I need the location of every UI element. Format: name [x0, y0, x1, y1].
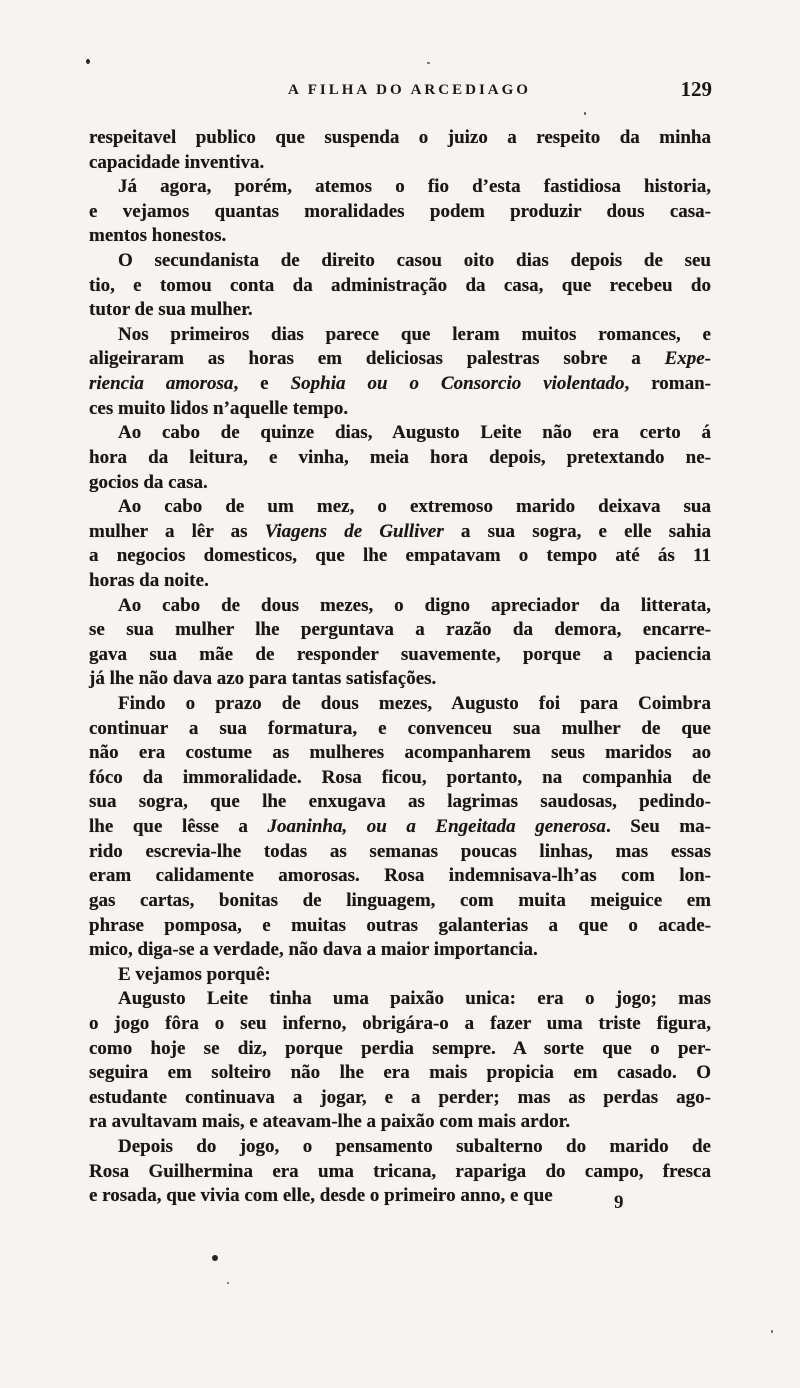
text-segment: Depois do jogo, o pensamento subalterno do marido de	[118, 1135, 711, 1157]
text-line	[89, 618, 711, 643]
text-line	[89, 717, 711, 742]
text-segment: tutor de sua mulher.	[89, 299, 253, 321]
text-segment: ces muito lidos n’aquelle tempo.	[89, 397, 349, 419]
ink-speck	[86, 59, 90, 64]
text-segment: gava sua mãe de responder suavemente, porque a paciencia	[89, 643, 711, 665]
signature-mark: 9	[614, 1192, 624, 1213]
text-line	[89, 914, 711, 939]
text-segment: não era costume as mulheres acompanharem seus maridos ao	[89, 742, 711, 764]
text-segment: já lhe não dava azo para tantas satisfações.	[89, 668, 437, 690]
text-segment: e vejamos quantas moralidades podem produzir dous casa-	[89, 200, 711, 222]
ink-speck	[212, 1255, 218, 1261]
text-line	[89, 249, 711, 274]
text-line	[89, 766, 711, 791]
text-segment: Nos primeiros dias parece que leram muitos romances, e	[118, 323, 711, 345]
text-line	[89, 569, 711, 594]
text-line	[89, 200, 711, 225]
book-title-italic: Viagens de Gulliver	[264, 520, 444, 542]
text-line	[89, 1135, 711, 1160]
text-line	[89, 840, 711, 865]
text-segment: aligeiraram as horas em deliciosas palestras sobre a	[89, 348, 665, 370]
text-line	[89, 323, 711, 348]
text-line	[89, 298, 711, 323]
text-segment: E vejamos porquê:	[118, 963, 271, 985]
text-segment: seguira em solteiro não lhe era mais propicia em casado. O	[89, 1062, 711, 1084]
text-segment: , roman-	[624, 373, 712, 395]
text-segment: capacidade inventiva.	[89, 151, 265, 173]
text-line	[89, 446, 711, 471]
text-segment: O secundanista de direito casou oito dias depois de seu	[118, 250, 711, 272]
running-head-title: A FILHA DO ARCEDIAGO	[288, 82, 531, 98]
text-line	[89, 963, 711, 988]
text-line	[89, 594, 711, 619]
text-segment: . Seu ma-	[605, 816, 712, 838]
text-segment: estudante continuava a jogar, e a perder; mas as perdas ago-	[89, 1086, 711, 1108]
text-segment: Ao cabo de dous mezes, o digno apreciador da litterata,	[118, 594, 711, 616]
text-segment: Ao cabo de quinze dias, Augusto Leite não era certo á	[118, 422, 711, 444]
book-title-italic: riencia amorosa	[89, 373, 234, 395]
text-line	[89, 544, 711, 569]
text-line	[89, 1110, 711, 1135]
text-line	[89, 274, 711, 299]
page-number: 129	[680, 77, 712, 101]
text-line	[89, 471, 711, 496]
text-segment: gocios da casa.	[89, 471, 208, 493]
text-segment: mulher a lêr as	[89, 520, 265, 542]
text-segment: gas cartas, bonitas de linguagem, com muita meiguice em	[89, 889, 711, 911]
text-segment: rido escrevia-lhe todas as semanas poucas linhas, mas essas	[89, 840, 711, 862]
text-line	[89, 520, 711, 545]
text-column	[89, 126, 711, 1209]
text-segment: como hoje se diz, porque perdia sempre. A sorte que o per-	[89, 1037, 711, 1059]
text-segment: ra avultavam mais, e ateavam-lhe a paixão com mais ardor.	[89, 1111, 571, 1133]
text-line	[89, 224, 711, 249]
text-line	[89, 1160, 711, 1185]
text-segment: a negocios domesticos, que lhe empatavam o tempo até ás 11	[89, 545, 711, 567]
text-segment: Findo o prazo de dous mezes, Augusto foi para Coimbra	[118, 693, 711, 715]
text-segment: hora da leitura, e vinha, meia hora depois, pretextando ne-	[89, 446, 711, 468]
text-segment: phrase pomposa, e muitas outras galanterias a que o acade-	[89, 914, 711, 936]
text-segment: o jogo fôra o seu inferno, obrigára-o a fazer uma triste figura,	[89, 1012, 711, 1034]
text-line	[89, 1012, 711, 1037]
text-segment: Ao cabo de um mez, o extremoso marido deixava sua	[118, 496, 711, 518]
text-segment: mico, diga-se a verdade, não dava a maior importancia.	[89, 939, 538, 961]
book-title-italic: Sophia ou o Consorcio violentado	[290, 373, 625, 395]
text-segment: a sua sogra, e elle sahia	[443, 520, 711, 542]
text-segment: Já agora, porém, atemos o fio d’esta fastidiosa historia,	[118, 176, 711, 198]
text-line	[89, 889, 711, 914]
text-segment: Augusto Leite tinha uma paixão unica: era o jogo; mas	[118, 988, 711, 1010]
text-segment: lhe que lêsse a	[89, 816, 268, 838]
ink-speck	[427, 62, 430, 64]
text-segment: continuar a sua formatura, e convenceu sua mulher de que	[89, 717, 711, 739]
text-line	[89, 643, 711, 668]
text-line	[89, 815, 711, 840]
text-line	[89, 495, 711, 520]
text-segment: se sua mulher lhe perguntava a razão da demora, encarre-	[89, 619, 711, 641]
text-line	[89, 864, 711, 889]
text-line	[89, 987, 711, 1012]
ink-speck	[771, 1330, 773, 1333]
text-segment: Rosa Guilhermina era uma tricana, rapariga do campo, fresca	[89, 1160, 711, 1182]
text-line	[89, 790, 711, 815]
text-segment: e rosada, que vivia com elle, desde o primeiro anno, e que	[89, 1185, 553, 1207]
text-segment: fóco da immoralidade. Rosa ficou, portanto, na companhia de	[89, 766, 711, 788]
book-title-italic: Expe-	[664, 348, 711, 370]
text-segment: mentos honestos.	[89, 225, 227, 247]
ink-speck	[584, 112, 586, 115]
book-title-italic: Joaninha, ou a Engeitada generosa	[267, 816, 606, 838]
text-line	[89, 126, 711, 151]
text-segment: eram calidamente amorosas. Rosa indemnisava-lh’as com lon-	[89, 865, 711, 887]
text-line	[89, 1086, 711, 1111]
text-segment: respeitavel publico que suspenda o juizo a respeito da minha	[89, 127, 711, 148]
text-line	[89, 421, 711, 446]
text-line	[89, 175, 711, 200]
text-line	[89, 741, 711, 766]
text-line	[89, 1061, 711, 1086]
text-line	[89, 151, 711, 176]
text-line	[89, 347, 711, 372]
text-segment: , e	[233, 373, 291, 395]
text-line	[89, 397, 711, 422]
text-line	[89, 938, 711, 963]
text-segment: tio, e tomou conta da administração da casa, que recebeu do	[89, 274, 711, 296]
text-line	[89, 1037, 711, 1062]
text-segment: horas da noite.	[89, 569, 209, 591]
text-segment: sua sogra, que lhe enxugava as lagrimas saudosas, pedindo-	[89, 791, 711, 813]
text-line	[89, 692, 711, 717]
text-line	[89, 372, 711, 397]
text-line	[89, 667, 711, 692]
ink-speck	[227, 1282, 229, 1284]
